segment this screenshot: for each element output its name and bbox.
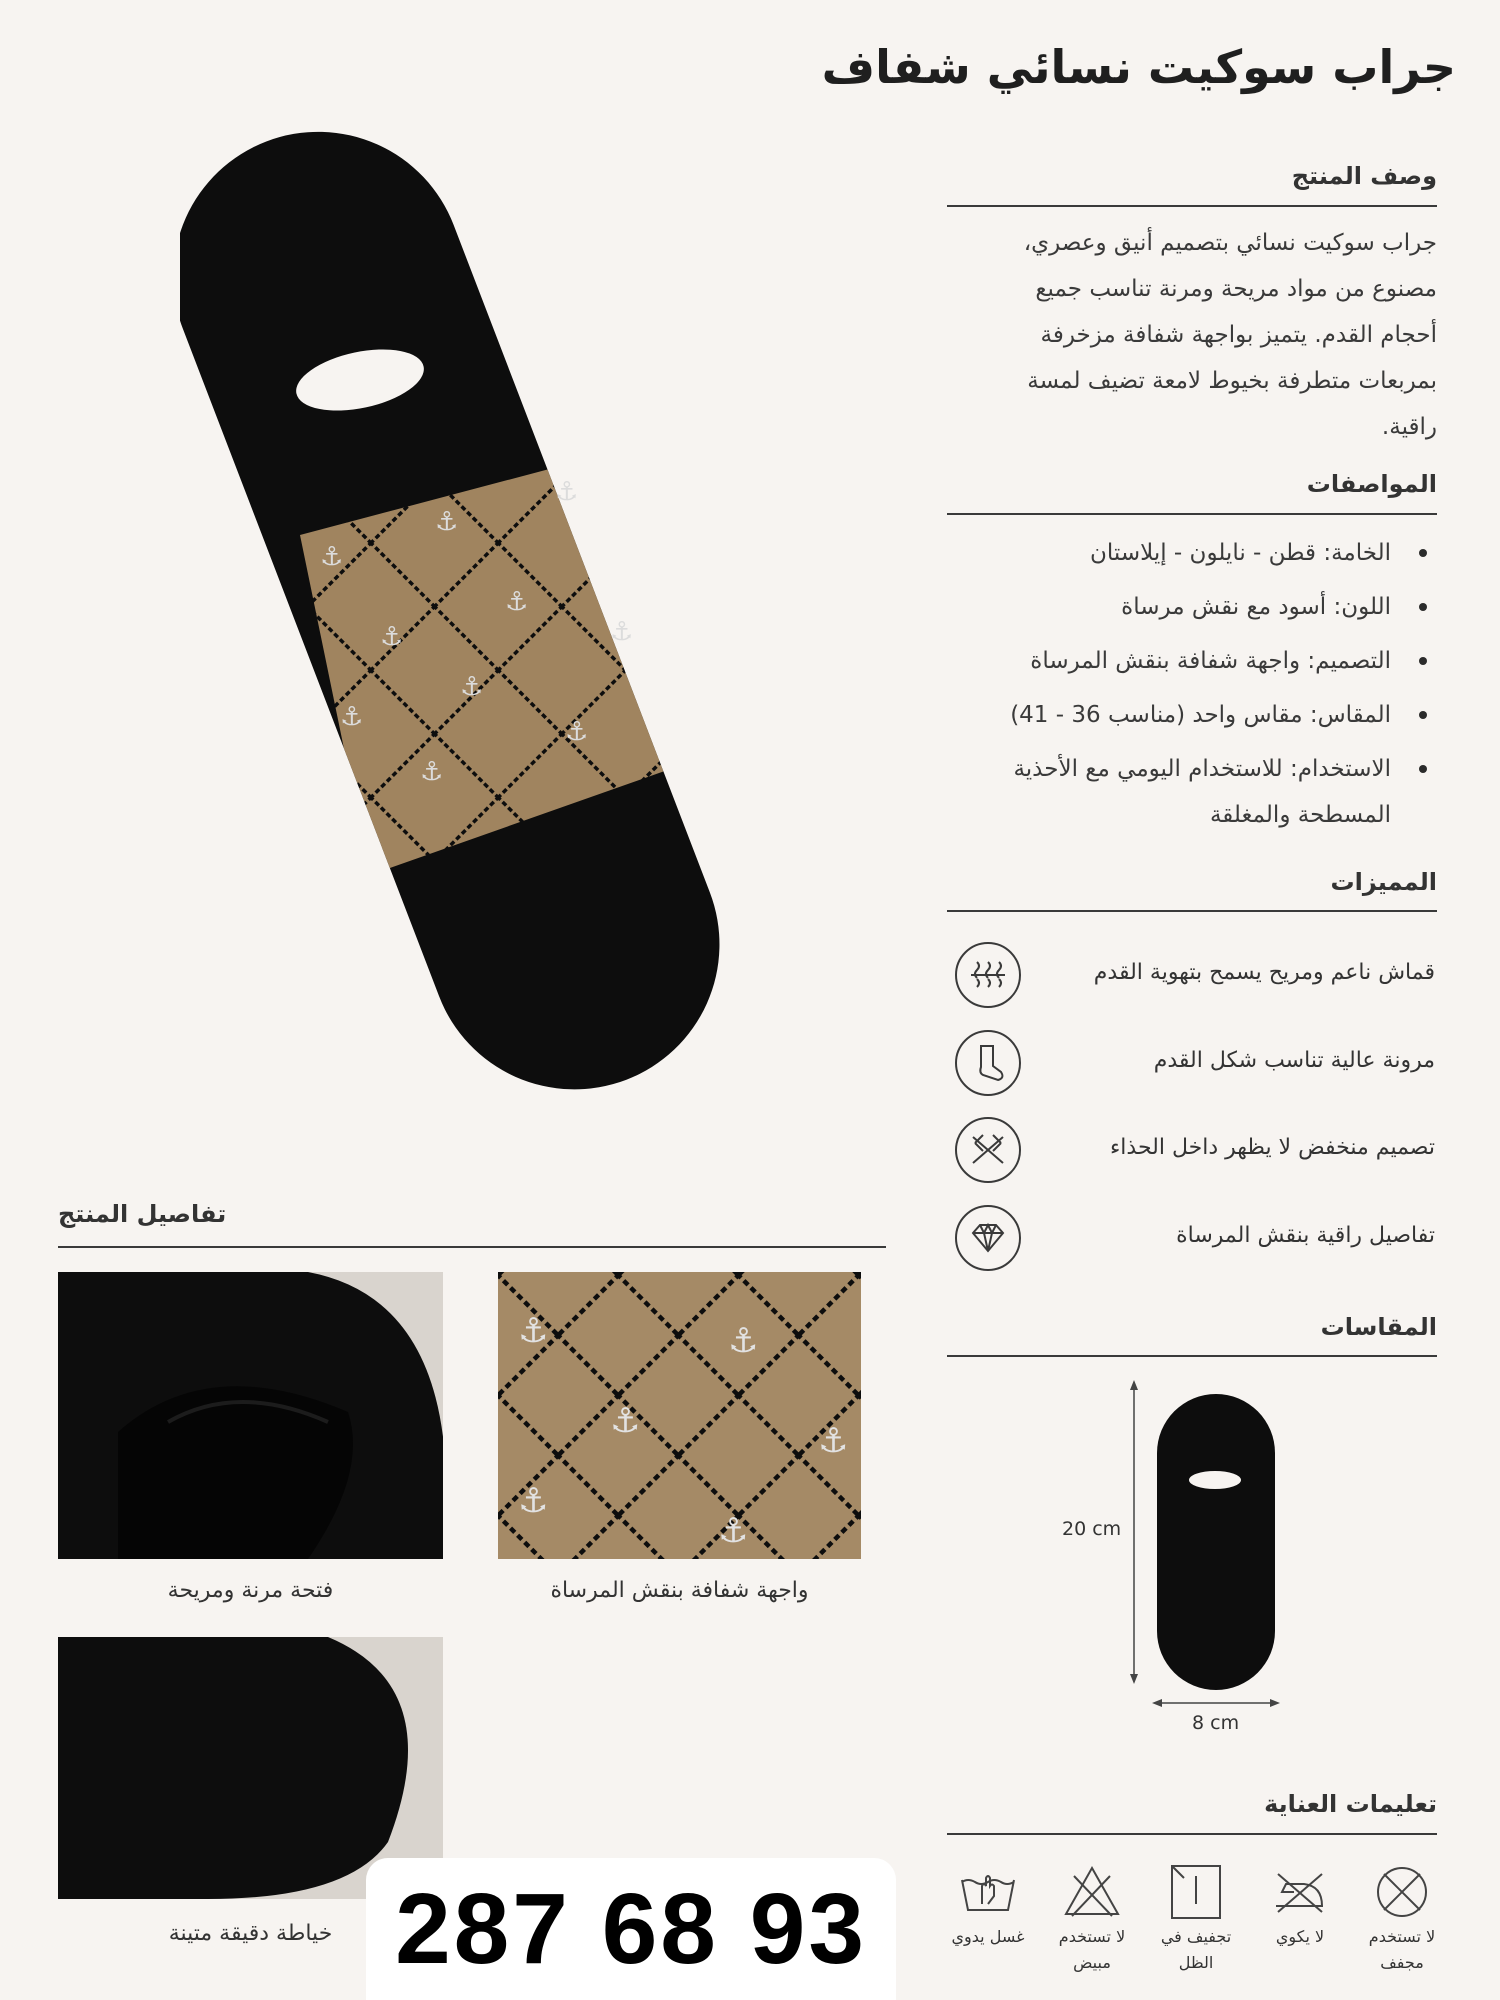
description-text: جراب سوكيت نسائي بتصميم أنيق وعصري، مصنوع من مواد مريحة ومرنة تناسب جميع أحجام القدم. يتميز بواجهة شفافة مزخرفة بمربعات متطرفة بخيوط لامعة تضيف لمسة راقية. (1023, 230, 1437, 440)
description-heading: وصف المنتج (1291, 162, 1437, 190)
detail-photo-opening (58, 1272, 443, 1559)
svg-text:⚓: ⚓ (818, 1421, 849, 1461)
size-length-label: 20 cm (1062, 1518, 1122, 1540)
svg-text:⚓: ⚓ (380, 622, 404, 652)
details-rule (58, 1246, 886, 1248)
svg-text:⚓: ⚓ (435, 507, 459, 537)
no-bleach-icon (1060, 1860, 1124, 1924)
care-item: لا تستخدم مبيض (1046, 1860, 1138, 1976)
specs-list (917, 530, 1437, 846)
svg-text:⚓: ⚓ (610, 1401, 641, 1441)
care-item: تجفيف في الظل (1150, 1860, 1242, 1976)
no-tumble-dry-icon (1370, 1860, 1434, 1924)
sizes-heading: المقاسات (1320, 1313, 1437, 1341)
diamond-icon (955, 1205, 1021, 1271)
svg-text:⚓: ⚓ (420, 757, 444, 787)
no-iron-icon (1268, 1860, 1332, 1924)
spec-item: الاستخدام: للاستخدام اليومي مع الأحذية المسطحة والمغلقة (917, 746, 1437, 838)
svg-text:⚓: ⚓ (340, 702, 364, 732)
shade-dry-icon (1164, 1860, 1228, 1924)
svg-text:⚓: ⚓ (518, 1481, 549, 1521)
svg-text:⚓: ⚓ (718, 1511, 749, 1551)
svg-text:⚓: ⚓ (505, 587, 529, 617)
specs-rule (947, 513, 1437, 515)
care-item: لا تستخدم مجفف (1356, 1860, 1448, 1976)
care-item: لا يكوي (1254, 1860, 1346, 1950)
svg-text:⚓: ⚓ (320, 542, 344, 572)
care-item: غسل يدوي (942, 1860, 1034, 1950)
svg-text:⚓: ⚓ (565, 717, 589, 747)
page-title: جراب سوكيت نسائي شفاف (821, 40, 1456, 94)
svg-text:⚓: ⚓ (518, 1311, 549, 1351)
phone-banner (366, 1858, 896, 2000)
sock-icon (955, 1030, 1021, 1096)
feature-item: مرونة عالية تناسب شكل القدم (955, 1028, 1445, 1098)
phone-number[interactable]: 287 68 93 (395, 1873, 867, 1985)
care-rule (947, 1833, 1437, 1835)
detail-photo-mesh (498, 1272, 861, 1559)
features-heading: المميزات (1330, 868, 1437, 896)
care-heading: تعليمات العناية (1264, 1790, 1437, 1818)
spec-item: اللون: أسود مع نقش مرساة (917, 584, 1437, 630)
svg-text:⚓: ⚓ (728, 1321, 759, 1361)
spec-item: المقاس: مقاس واحد (مناسب 36 - 41) (917, 692, 1437, 738)
spec-item: الخامة: قطن - نايلون - إيلاستان (917, 530, 1437, 576)
detail-caption: واجهة شفافة بنقش المرساة (550, 1578, 809, 1603)
spec-item: التصميم: واجهة شفافة بنقش المرساة (917, 638, 1437, 684)
size-diagram (1120, 1380, 1310, 1730)
svg-text:⚓: ⚓ (610, 617, 634, 647)
detail-caption: فتحة مرنة ومريحة (167, 1578, 334, 1603)
svg-text:⚓: ⚓ (460, 672, 484, 702)
low-cut-icon (955, 1117, 1021, 1183)
feature-item: تصميم منخفض لا يظهر داخل الحذاء (955, 1115, 1445, 1185)
size-sock-silhouette (1157, 1394, 1275, 1690)
sizes-rule (947, 1355, 1437, 1357)
breathable-icon (955, 942, 1021, 1008)
size-width-label: 8 cm (1192, 1712, 1240, 1734)
detail-caption: خياطة دقيقة متينة (168, 1921, 333, 1946)
description-rule (947, 205, 1437, 207)
details-heading: تفاصيل المنتج (58, 1200, 227, 1228)
feature-item: تفاصيل راقية بنقش المرساة (955, 1203, 1445, 1273)
svg-text:⚓: ⚓ (555, 477, 579, 507)
features-rule (947, 910, 1437, 912)
specs-heading: المواصفات (1306, 470, 1437, 498)
hand-wash-icon (956, 1860, 1020, 1924)
feature-item: قماش ناعم ومريح يسمح بتهوية القدم (955, 940, 1445, 1010)
hero-product-image (180, 95, 780, 1100)
